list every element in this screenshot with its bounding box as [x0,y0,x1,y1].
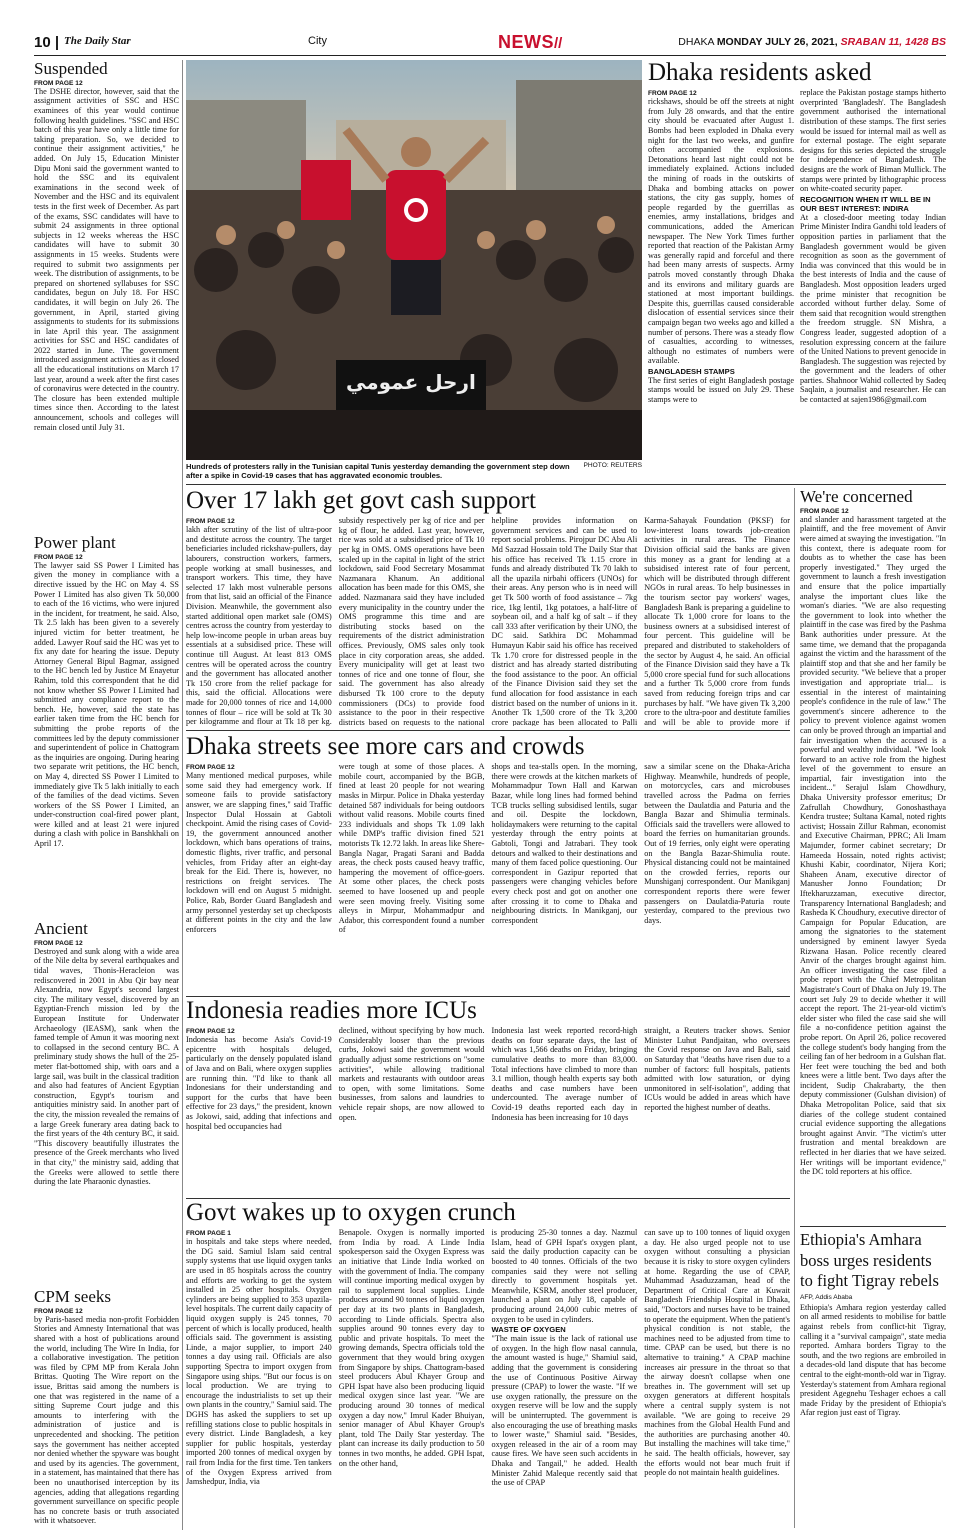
story-body: Ethiopia's Amhara region yesterday called on all armed residents to mobilise for battle against rebels from conflict-hit Tigray, calling it a "survival campaign", state media reported. Amhara borders Tigray to the south, and the two regions are embroiled in a decades-old land dispute that has become central to the eight-month-old war in Tigray. Yesterday's statement from Amhara regional president Agegnehu Teshager echoes a call made Friday by the president of Ethiopia's Afar region just east of Tigray. [800,1302,946,1418]
story-body: replace the Pakistan postage stamps hitherto overprinted 'Bangladesh'. The Bangladesh government authorised the international distribution of these stamps. The first series would be issued for internal mail as well as for external postage. The eight separate designs for this series depicted the struggle for independence of Bangladesh. The designs are the work of Biman Mullick. The stamps were printed by lithographic process on white-coated security paper. [800,88,946,194]
photo-caption [186,462,642,481]
headline: Ethiopia's Amhara boss urges residents to fight Tigray rebels [800,1230,939,1291]
story-body: is producing 25-30 tonnes a day. Nazmul Islam, head of GPH Ispat's oxygen plant, said the daily production capacity can be boosted to 40 tonnes. Officials of the two companies said they were not selling directly to government hospitals yet. Meanwhile, KSRM, another steel producer, launched a plant on July 18, capable of producing around 24,000 cubic metres of oxygen to be used in cylinders. [491,1228,638,1324]
column-3 [492,1228,638,1487]
headline: CPM seeks [34,1288,111,1306]
protest-photo [186,60,642,460]
story-body: Benapole. Oxygen is normally imported from India by road. A Linde India spokesperson said the Oxygen Express was an initiative that Linde India worked on with the government of India. The company will continue importing medical oxygen by rail to supplement local supplies. Linde produces around 90 tonnes of liquid oxygen per day at its two plants in Bangladesh, according to Linde officials. Spectra also supplies around 90 tonnes every day to public and private hospitals. To meet the growing demands, Spectra officials told the government that they would bring oxygen from Singapore by ships. Chattogram-based steel producers Abul Khayer Group and GPH Ispat have also been producing liquid medical oxygen since last year. "We are producing around 30 tonnes of medical oxygen a day now," Imrul Kader Bhuiyan, senior manager of Abul Khayer Group's plant, told The Daily Star yesterday. The plant can increase its daily production to 50 tonnes in two months, he added. GPH Ispat, on the other hand, [338,1228,485,1468]
story-columns [186,1228,790,1487]
subhead: WASTE OF OXYGEN [491,1325,566,1335]
story-body: Many mentioned medical purposes, while some said they had emergency work. If someone fails to provide satisfactory answer, we are slapping fines," said Traffic Inspector Dulal Hossain at Gabtoli checkpoint. Amid the rising cases of Covid-19, the government announced another lockdown, which bans operations of trains, domestic flights, river traffic, and personal vehicles, from Friday after an eight-day break for the Eid. There is, however, no restrictions on freight services. The lockdown will end on August 5 midnight. Police, Rab, Border Guard Bangladesh and army personnel yesterday set up checkposts at different points in the city and the law enforcers [186,771,332,934]
newspaper-logo: The Daily Star [64,35,131,47]
story-indonesia [186,998,790,1194]
story-body: "The main issue is the lack of rational use of oxygen. In the high flow nasal cannula, the amount wasted is huge," Shamiul said, adding that the government is considering the use of Continuous Positive Airway pressure (CPAP) to lower the waste. "If we use oxygen rationally, the pressure on the oxygen reserve will be low and the supply will be uninterrupted. The government is also encouraging the use of breathing masks to lower waste," Shamiul said. "Besides, oxygen released in the air of a room may cause fires. We have seen such accidents in Dhaka and Tangail," he added. Health Minister Zahid Maleque recently said that the use of CPAP [491,1334,638,1488]
column-1 [648,88,794,404]
story-dhaka-residents [648,60,946,456]
story-body: helpline provides information on government services and can be used to report social problems. Pirojpur DC Abu Ali Md Sazzad Hossain told The Daily Star that his office has received Tk 1.15 crore in funds and already distributed Tk 70 lakh to all the upazila nirbahi officers (UNOs) for their areas. Any person who is in need will get Tk 500 worth of food assistance – 7kg rice, 1kg lentil, 1kg potatoes, a half-litre of soybean oil, and a half kg of salt – if they call 333 after verification by their UNO, the DC said. Satkhira DC Mohammad Humayun Kabir said his office has received Tk 1.70 crore for distressed people in the district and has already started distributing the food assistance to the poor. An official of the Finance Division said they set the fund allocation for food assistance in each district based on the number of unions in it. Another Tk 1,500 crore of the Tk 3,200 crore package has been allocated to Palli [491,516,638,726]
story-body: Indonesia has become Asia's Covid-19 epicentre with hospitals deluged, particularly on the densely populated island of Java and on Bali, where oxygen supplies are running thin. "I'd like to thank all Indonesians for their understanding and support for the curbs that have been effective for 23 days," the president, known as Jokowi, said, adding that infections and hospital bed occupancies had [186,1035,332,1131]
story-body: Karma-Sahayak Foundation (PKSF) for low-interest loans towards job-creation activities in rural areas. The Finance Division official said the banks are given this money as a grant for lending at a subsidised interest rate of four percent, which will be distributed through different NGOs in rural areas. To help businesses in the tourism sector pay workers' wages, Bangladesh Bank is preparing a guideline to allocate Tk 1,000 crore for loans to the business owners at a subsidised interest of four percent. This guideline will be prepared and distributed to stakeholders of the sector by August 4, he said. An official of the Finance Division said they have a Tk 5,000 crore special fund for such allocations and a further Tk 5,000 crore from funds saved from reducing foreign trips and car purchases by half. "We have given Tk 3,200 crore to the ultra-poor and destitute families and will be able to provide more if [644,516,790,726]
story-body: saw a similar scene on the Dhaka-Aricha Highway. Meanwhile, hundreds of people, on motorcycles, cars and microbuses travelled across the Padma on ferries between the Daulatdia and Paturia and the Bangla Bazar and Shimulia terminals. Officials said the travellers were allowed to board the ferries on humanitarian grounds. Out of 19 ferries, only eight were operating on the Bangla Bazar-Shimulia route. Physical distancing could not be maintained on the crowded ferries, reports our Munshiganj correspondent. Our Manikganj correspondent reports there were fewer passengers on Daulatdia-Paturia route yesterday, compared to the previous two days. [644,762,790,925]
story-columns [186,762,790,935]
section-rule [186,730,790,731]
protest-sign-text: ارحل عمومي [346,370,476,394]
headline: Dhaka residents asked [648,60,872,86]
jump-label: FROM PAGE 12 [800,507,849,515]
column-1 [186,516,332,726]
section-rule [186,996,790,997]
story-power-plant [34,534,179,916]
story-oxygen-crunch [186,1200,790,1530]
column-rule [794,488,795,1528]
story-body: Destroyed and sunk along with a wide area of the Nile delta by several earthquakes and tidal waves, Thonis-Heracleion was rediscovered in 2001 in Abu Qir bay near Alexandria, now Egypt's second largest city. The military vessel, discovered by an Egyptian-French mission led by the European Institute for Underwater Archaeology (IEASM), sank when the famed temple of Amun it was mooring next to collapsed in the second century BC. A preliminary study shows the hull of the 25-meter flat-bottomed ship, with oars and a large sail, was built in the classical tradition and also had features of Ancient Egyptian construction, Egypt's tourism and antiquities ministry said. In another part of the city, the mission revealed the remains of a large Greek funerary area dating back to the first years of the 4th century BC, it said. "This discovery beautifully illustrates the presence of the Greek merchants who lived in that city," the ministry said, adding that the Greeks were allowed to settle there during the late Pharaonic dynasties. [34,946,179,1187]
story-ethiopia [800,1230,946,1530]
headline: Ancient [34,920,88,938]
news-slash-decoration: // [554,35,563,52]
story-cpm-seeks [34,1288,179,1528]
jump-label: FROM PAGE 12 [648,90,697,98]
page-number: 10 [34,34,51,51]
photo-illustration [186,60,642,460]
section-rule [800,1226,946,1227]
headline: Suspended [34,60,108,78]
headline: Indonesia readies more ICUs [186,998,477,1024]
headline: Power plant [34,534,116,552]
subhead: RECOGNITION WHEN IT WILL BE IN OUR BEST INTEREST: INDIRA [800,194,931,213]
section-rule [186,1198,790,1199]
story-were-concerned [800,488,946,1324]
story-body: The lawyer said SS Power I Limited has given the money in compliance with a directive issued by the HC on May 4. SS Power I Limited has also given Tk 50,000 to each of the 16 victims, who were injured in the incident, for treatment, he said. Also, Tk 2.5 lakh has been given to a severely injured victim for better treatment, he added. Lawyer Rouf said the HC was yet to fix any date for hearing the issue. Deputy Attorney General Bipul Bagmar, assigned to the HC bench led by Justice M Enayetur Rahim, told this correspondent that he did not know whether SS Power I Limited had submitted any compliance report to the bench. He, however, said the state has earlier taken time from the HC bench for submitting the probe reports of the committees led by the deputy commissioner and superintendent of police in Chattogram as the inquiries are ongoing. During hearing two separate writ petitions, the HC bench, on May 4, directed SS Power I Limited to immediately give Tk 5 lakh initially to each of the families of the dead victims. Seven workers of the SS Power I Limited, an under-construction coal-fired power plant, were killed and at least 21 were injured during a clash with police in Banshkhali on April 17. [34,560,179,849]
masthead-divider [56,36,58,50]
story-columns [186,1026,790,1131]
jump-label: FROM PAGE 12 [34,553,83,561]
dateline-date: MONDAY JULY 26, 2021, [716,36,838,48]
story-body: were tough at some of those places. A mobile court, accompanied by the BGB, fined at least 20 people for not wearing masks in Mirpur. Police in Dhaka yesterday detained 587 individuals for being outdoors without valid reasons. Mobile courts fined 233 individuals and shops Tk 1.09 lakh while DMP's traffic division fined 521 motorists Tk 12.72 lakh. In areas like Shere-Bangla Nagar, Pragati Sarani and Badda areas, the check posts caused heavy traffic, hampering the movement of office-goers. At some other places, the check posts seemed to have loosened up and people were seen moving freely. Visiting some alleys in Mirpur, Mohammadpur and Adabor, this correspondent found a number of [338,762,485,935]
jump-label: FROM PAGE 12 [34,79,83,87]
story-dhaka-streets [186,734,790,994]
story-columns [648,88,946,404]
story-body: Indonesia last week reported record-high deaths on four separate days, the last of which was 1,566 deaths on Friday, bringing cumulative deaths to more than 83,000. Total infections have climbed to more than 3.1 million, though health experts say both deaths and case numbers have been undercounted. The average number of Covid-19 deaths reported each day in Indonesia has been increasing for 10 days [491,1026,638,1122]
byline: AFP, Addis Ababa [800,1293,853,1301]
jump-label: FROM PAGE 12 [186,764,235,772]
masthead [34,34,946,56]
story-body: lakh after scrutiny of the list of ultra-poor and destitute across the country. The target beneficiaries included rickshaw-pullers, day labourers, construction workers, farmers, people working at small businesses, and transport workers. This time, they have selected 17 lakh most vulnerable persons from that list, said an official of the Finance Division. Meanwhile, the government also started additional open market sale (OMS) centres across the country from yesterday to help low-income people in urban areas buy essentials at a subsidised price. These will continue till August. At least 813 OMS centres will be operated across the country and the government has allocated another Tk 150 crore from the relief package for this, said the official. Allocations were made for 20,000 tonnes of rice and 14,000 tonnes of flour – rice will be sold at Tk 30 per kilogramme and flour at Tk 18 per kg. [186,525,332,726]
column-1 [186,1026,332,1131]
headline: We're concerned [800,488,913,506]
photo-credit: PHOTO: REUTERS [583,462,642,469]
story-ancient [34,920,179,1284]
headline: Over 17 lakh get govt cash support [186,488,536,514]
section-rule [186,484,946,485]
story-body: and slander and harassment targeted at the plaintiff, and the free movement of Anvir were aimed at swaying the investigation. "In this context, there is adequate room for doubts as to whether the case has been properly investigated." They urged the government to launch a fresh investigation and ensure that the police impartially analyse the important clues like the woman's diaries. "We are also requesting the government to look into whether the plaintiff in the case was fired by the Pashma Bank authorities under pressure. At the same time, we demand that the propaganda against the victim and the harassment of the plaintiff stop and that she and her family be provided security. "We believe that a proper investigation and appropriate trial... is essential in the interest of maintaining people's confidence in the rule of law." The government's sincere adherence to the policy to prevent violence against women can only be proved through an impartial and fair investigation when the accused is a powerful and wealthy individual. "We look forward to an active role from the highest level of the government to ensure an impartial, fair investigation into the incident..." Serajul Islam Chowdhury, Dhaka University professor emeritus; Dr Zafrullah Chowdhury, Gonoshasthaya Kendra trustee; Sultana Kamal, noted rights activist; Hossain Zillur Rahman, economist and Executive Chairman, PPRC; Ali Imam Majumder, former cabinet secretary; Dr Hameeda Hossain, noted rights activist; Khushi Kabir, coordinator, Nijera Kori; Shaheen Anam, executive director of Manusher Jonno Foundation; Dr Iftekharuzzaman, executive director, Transparency International Bangladesh; and Rasheda K Choudhury, executive director of Campaign for Popular Education, are among the signatories to the statement undersigned by eminent lawyer Syeda Rizwana Hasan. Police recently cleared Anvir of the charges brought against him. An officer investigating the case filed a probe report with the Chief Metropolitan Magistrate's Court of Dhaka on July 19. The court set July 29 to decide whether it will accept the report. The 21-year-old victim's elder sister who filed the case said she will file a no-confidence petition against the probe report. On April 26, police recovered the college student's body hanging from the ceiling fan of her bedroom in a Gulshan flat. Her feet were touching the bed and both knees were a little bent. Two days after the incident, Sudip Chakrabarty, the then deputy commissioner (Gulshan division) of Dhaka Metropolitan Police, said that six diaries of the college student contained crucial evidence supporting the allegations brought against Anvir. "The victim's utter frustration and mental breakdown are reflected in her diaries that we have seized. Her writings will be important evidence," the DC told reporters at his office. [800,514,946,1177]
subhead: BANGLADESH STAMPS [648,366,735,376]
story-body: in hospitals and take steps where needed, the DG said. Samiul Islam said central supply systems that use liquid oxygen tanks are used in 85 hospitals across the country and efforts are working to get the system installed in 25 other hospitals. Oxygen cylinders are being supplied to 353 upazila-level hospitals. The current daily capacity of liquid oxygen supply is 245 tonnes, 70 percent of which is locally produced, health officials said. The government is assisting Linde, a major supplier, to import 240 tonnes a day using rail. Officials are also supporting Spectra to import oxygen from Singapore using ships. "But our focus is on local production. We are trying to encourage the industrialists to set up their own plants in the country," Samiul said. The DGHS has asked the suppliers to set up refilling stations close to public hospitals in every district. Linde Bangladesh, a key supplier for public hospitals, yesterday imported 200 tonnes of medical oxygen by rail from India for the first time. Ten tankers of the Oxygen Express arrived from Jamshedpur, India, via [186,1237,332,1487]
story-body: straight, a Reuters tracker shows. Senior Minister Luhut Pandjaitan, who oversees the Covid response on Java and Bali, said on Saturday that "deaths have risen due to a number of factors: full hospitals, patients admitted with low saturation, or dying unmonitored in self-isolation", adding that ICUs would be added in areas which have reported the highest number of deaths. [644,1026,790,1112]
column-rule [182,60,183,1530]
column-1 [186,1228,332,1487]
jump-label: FROM PAGE 12 [186,1028,235,1036]
story-suspended [34,60,179,534]
story-body: rickshaws, should be off the streets at night from July 28 onwards, and that the entire city should be evacuated after August 1. Bombs had been exploded in Dhaka every night for the last two weeks, and gunfire often accompanied the explosions. Detonations heard last night could not be immediately explained. Actions included the mining of roads in the outskirts of Dhaka and bombing attacks on power stations, the city gas supply, homes of people regarded by the guerrillas as enemies, army installations, bridges and communications, added the American newspaper. The New York Times further reported that reaction of the Pakistan Army was generally rapid and forceful and there had been many arrests of suspects. Army patrols moved constantly through Dhaka and its environs and military guards are stationed at most important buildings. Despite this, guerrillas caused considerable dislocation of essential services since their campaign began two weeks ago and killed a number of persons. There was a steady flow of casualties, according to witnesses, although no estimates of numbers were available. [648,97,794,366]
jump-label: FROM PAGE 12 [34,939,83,947]
story-body: The DSHE director, however, said that the assignment activities of SSC and HSC examinees of this year would continue following health guidelines. "SSC and HSC batch of this year have only a little time for taking preparation. So, we decided to continue their assignment activities," he added. On July 15, Education Minister Dipu Moni said the government wanted to hold the SSC and its equivalent examinations in the second week of November and the HSC and its equivalent tests in the first week of December. As part of the exams, SSC candidates will have to submit 24 assignments in three optional subjects in 12 weeks whereas the HSC candidates will have to submit 30 assignments in 15 weeks. Students were required to submit two assignments per week. The distribution of assignments, to be prepared on shortened syllabuses for SSC candidates, begun on July 18. For HSC candidates, it will begin on July 26. The government, in April, started giving assignments to students for its submissions in late April this year. The assignment activities for SSC and HSC candidates of 2022 started in June. The government introduced assignment activities as it closed all the educational institutions on March 17 last year, around a week after the first cases of coronavirus were detected in the country. The closure has been extended multiple times since then. According to the latest announcement, schools and colleges will remain closed until July 31. [34,86,179,432]
jump-label: FROM PAGE 1 [186,1230,231,1238]
dateline-bengali-date: SRABAN 11, 1428 BS [840,36,946,48]
caption-text: Hundreds of protesters rally in the Tunisian capital Tunis yesterday demanding the government step down after a spike in Covid-19 cases that has aggravated economic troubles. [186,462,570,481]
story-body: by Paris-based media non-profit Forbidden Stories and Amnesty International that was shared with a host of publications around the world, including The Wire In India, for a collaborative investigation. The petition was filed by CPM MP from Kerala John Brittas. Quoting The Wire report on the issue, Brittas said among the numbers is one that was registered in the name of a sitting Supreme Court judge and this amounts to interfering with the administration of justice and is unprecedented and shocking. The petition says the government has neither accepted nor denied whether the spyware was bought and used by its agencies. The government, in a statement, has maintained that there has been no unauthorised interception by its agencies, adding that allegations regarding government surveillance on specific people has no concrete basis or truth associated with it whatsoever. [34,1314,179,1526]
column-2 [800,88,946,404]
story-body: can save up to 100 tonnes of liquid oxygen a day. He also urged people not to use oxygen without consulting a physician because it is risky to store oxygen cylinders at home. Regarding the use of CPAP, Muhammad Asaduzzaman, head of the Department of Critical Care at Kuwait Bangladesh Friendship Hospital in Dhaka, said, "Doctors and nurses have to be trained to operate the equipment. When the patient's physical condition is not stable, the machines need to be adjusted from time to time. CPAP can be used, but there is no alternative to training." A CPAP machine increases air pressure in the throat so that the airway doesn't collapse when one breathes in. The government will set up oxygen generators at different hospitals where a central supply system is not available. "We are going to receive 29 machines from the Global Health Fund and the authorities are purchasing another 40. But installing the machines will take time," he said. The health officials, however, say the efforts would not bear much fruit if people do not maintain health guidelines. [644,1228,790,1478]
jump-label: FROM PAGE 12 [34,1307,83,1315]
story-cash-support [186,488,790,726]
story-body: subsidy respectively per kg of rice and per kg of flour, he added. Last year, however, rice was sold at a subsidised price of Tk 10 per kg in OMS. OMS operations have been scaled up in the capital in light of the strict lockdown, said Food Secretary Mosammat Nazmanara Khanum. An additional allocation has been made for this OMS, she added. Nazmanara said they have included every municipality in the country under the OMS programme this time and are distributing stocks based on the requirements of the district administration offices. Previously, OMS sales only took place in city corporation areas, she added. Every municipality will get at least two tonnes of rice and one tonne of flour, she said. The government has also already disbursed Tk 100 crore to the deputy commissioners (DCs) to provide food assistance to the poor in their respective districts based on requests to the national [338,516,485,726]
story-body: shops and tea-stalls open. In the morning, there were crowds at the kitchen markets of Mohammadpur Town Hall and Karwan Bazar, while long lines had formed behind TCB trucks selling subsidised lentils, sugar and oil. Despite the lockdown, holidaymakers were returning to the capital yesterday through the entry points at Gabtoli, Tongi and Jatrabari. They took detours and walked to their destinations and many of them faced police questioning. Our correspondent in Gazipur reported that passengers were changing vehicles before every check post and got on another one after crossing it to come to Dhaka and neighbouring districts. In Manikganj, our correspondent [491,762,638,925]
dateline [678,36,946,48]
section-label: City [308,35,327,47]
dateline-city: DHAKA [678,36,714,48]
jump-label: FROM PAGE 12 [186,518,235,526]
story-body: At a closed-door meeting today Indian Prime Minister Indira Gandhi told leaders of opposition parties in parliament that the Bangladesh government would be given recognition as soon as the government of India was convinced that this would be in the best interests of India and the cause of Bangladesh. Most opposition leaders urged the prime minister that recognition be accorded without further delay. Some of them said that recognition would strengthen the freedom struggle. SN Mishra, a Congress leader, suggested adoption of a resolution expressing concern at the failure of the United Nations to prevent genocide in Bangladesh. The suggestion was rejected by the government and the leaders of other parties. Shahnoor Wahid collected by Sadeq Saqlain, a journalist and researcher. He can be contacted at sajen1986@gmail.com [800,212,946,405]
headline: Govt wakes up to oxygen crunch [186,1200,516,1226]
column-1 [186,762,332,935]
story-body: The first series of eight Bangladesh postage stamps would be issued on July 29. These stamps were to [648,375,794,405]
news-label: NEWS [498,32,554,52]
headline: Dhaka streets see more cars and crowds [186,734,585,760]
story-columns [186,516,790,726]
story-body: declined, without specifying by how much. Considerably looser than the previous curbs, Jokowi said the government would gradually adjust some restrictions on "some activities", while allowing traditional markets and restaurants with outdoor areas to open, with some limitations. Some businesses, from salons and laundries to vehicle repair shops, are now allowed to open. [338,1026,485,1122]
